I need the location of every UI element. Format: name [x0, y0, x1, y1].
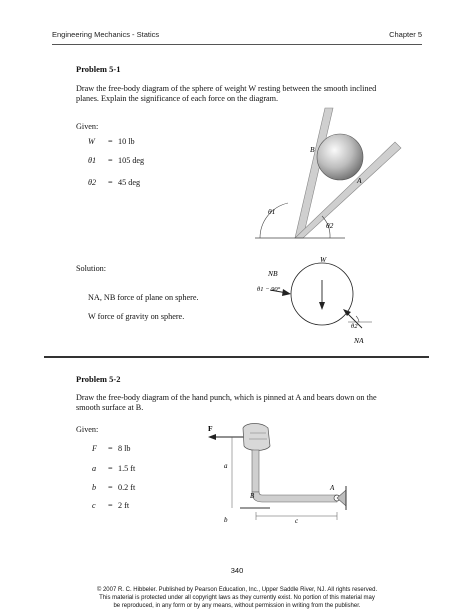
given-1-eq: = [108, 137, 113, 146]
given-3-symbol: θ2 [88, 178, 97, 187]
given-a-eq: = [108, 464, 113, 473]
given-b-symbol: b [92, 483, 97, 492]
given-3-eq: = [108, 178, 113, 187]
given-c-eq: = [108, 501, 113, 510]
copyright-line-2: This material is protected under all copyright laws as they currently exist. No portion of this material may [99, 595, 375, 601]
label-B-surface: B [250, 492, 255, 500]
running-header-chapter: Chapter 5 [389, 30, 422, 39]
solution-line-2: W force of gravity on sphere. [88, 312, 185, 321]
label-theta1: θ1 [268, 207, 276, 216]
problem-1-given-label: Given: [76, 122, 99, 131]
label-theta2: θ2 [326, 221, 334, 230]
hand-grip [243, 424, 270, 451]
given-b-eq: = [108, 483, 113, 492]
given-c-value: 2 ft [118, 501, 130, 510]
problem-1-statement-line-1: Draw the free-body diagram of the sphere of weight W resting between the smooth inclined [76, 84, 377, 93]
given-3-value: 45 deg [118, 178, 141, 187]
label-b: b [224, 516, 228, 524]
problem-2-statement-line-2: smooth surface at B. [76, 403, 144, 412]
given-c-symbol: c [92, 501, 96, 510]
problem-1-title: Problem 5-1 [76, 64, 121, 74]
given-a-symbol: a [92, 464, 97, 473]
running-header-title: Engineering Mechanics - Statics [52, 30, 160, 39]
label-A: A [357, 176, 362, 185]
problem-2-given-label: Given: [76, 425, 99, 434]
punch-vertical-arm [252, 450, 259, 492]
given-b-value: 0.2 ft [118, 483, 136, 492]
fbd-label-W: W [320, 255, 327, 264]
given-2-symbol: θ1 [88, 156, 97, 165]
fbd-label-NB: NB [268, 269, 278, 278]
pin-A-support [337, 490, 346, 506]
given-F-symbol: F [92, 444, 98, 453]
given-1-symbol: W [88, 137, 95, 146]
given-F-value: 8 lb [118, 444, 131, 453]
force-F-arrow-head [208, 434, 216, 440]
label-F: F [208, 424, 213, 433]
fbd-label-NA: NA [354, 336, 364, 345]
problem-1-solution-label: Solution: [76, 264, 107, 273]
punch-horizontal-arm [252, 492, 337, 502]
solution-line-1: NA, NB force of plane on sphere. [88, 293, 199, 302]
problem-2-statement-line-1: Draw the free-body diagram of the hand punch, which is pinned at A and bears down on the [76, 393, 377, 402]
given-F-eq: = [108, 444, 113, 453]
label-B: B [310, 145, 315, 154]
label-c: c [295, 517, 299, 525]
label-a: a [224, 462, 228, 470]
label-A-pin: A [330, 484, 335, 492]
page-number: 340 [230, 566, 244, 575]
copyright-line-1: © 2007 R. C. Hibbeler. Published by Pearson Education, Inc., Upper Saddle River, NJ. All rights reserved. [96, 587, 378, 593]
problem-2-title: Problem 5-2 [76, 374, 121, 384]
given-2-value: 105 deg [118, 156, 145, 165]
given-2-eq: = [108, 156, 113, 165]
given-a-value: 1.5 ft [118, 464, 136, 473]
given-1-value: 10 lb [118, 137, 135, 146]
copyright-line-3: be reproduced, in any form or by any means, without permission in writing from the publisher. [113, 603, 361, 609]
fbd-label-theta2: θ2 [351, 323, 358, 330]
fbd-label-theta1-minus-90: θ1 − 90° [257, 286, 281, 293]
problem-1-statement-line-2: planes. Explain the significance of each force on the diagram. [76, 94, 279, 103]
